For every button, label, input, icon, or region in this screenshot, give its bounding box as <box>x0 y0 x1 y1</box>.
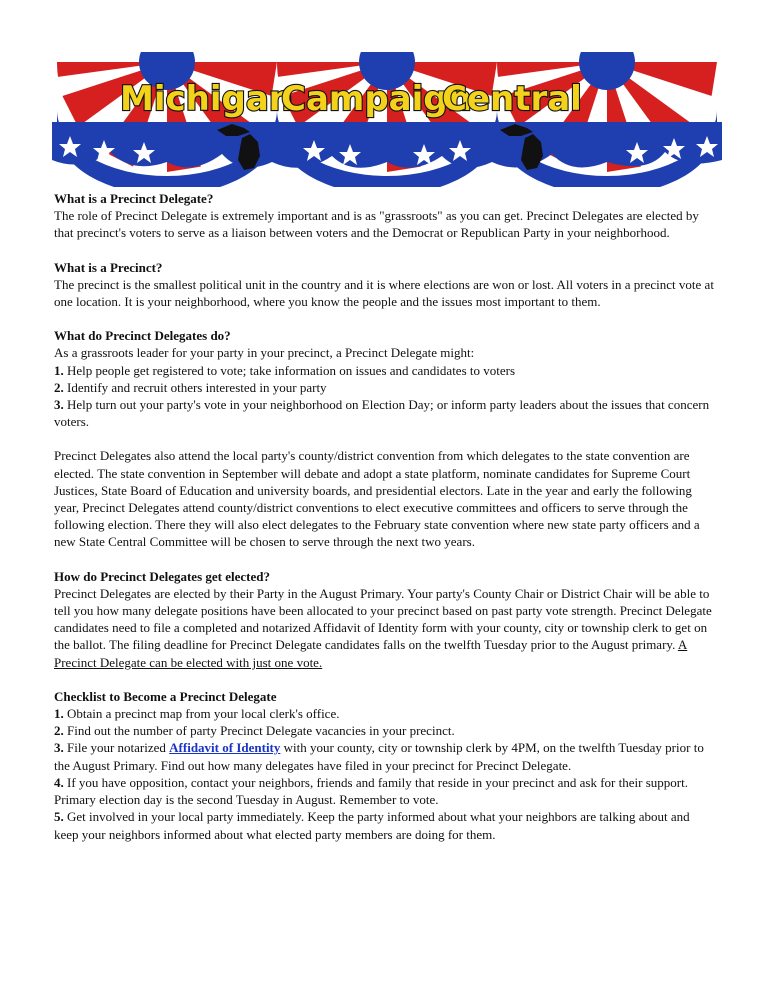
banner-word-central: Central <box>442 79 582 119</box>
checklist-item <box>54 705 714 722</box>
section-heading: What do Precinct Delegates do? <box>54 328 231 344</box>
section-what-is-precinct <box>54 259 714 311</box>
checklist-item <box>54 722 714 739</box>
section-heading: What is a Precinct? <box>54 259 163 275</box>
checklist-item <box>54 774 714 808</box>
banner-word-campaign: Campaign <box>281 79 472 119</box>
bunting-blue-band <box>52 122 722 168</box>
list-number: 2. <box>54 723 64 739</box>
list-number: 3. <box>54 740 64 756</box>
section-checklist <box>54 688 714 843</box>
list-item <box>54 396 714 430</box>
section-body: The role of Precinct Delegate is extremely important and is as "grassroots" as you can get. Precinct Delegates are elected by that precinct's voters to serve as a liaison between voters and the Democrat or Republican Party in your neighborhood. <box>54 208 699 241</box>
checklist-item <box>54 739 714 773</box>
list-text: Obtain a precinct map from your local clerk's office. <box>63 706 340 722</box>
list-item <box>54 362 714 379</box>
section-what-delegates-do <box>54 327 714 550</box>
michigan-campaign-central-banner <box>52 52 722 187</box>
section-body <box>54 585 714 671</box>
section-heading: What is a Precinct Delegate? <box>54 191 214 206</box>
section-paragraph: Precinct Delegates also attend the local party's county/district convention from which delegates to the state convention are elected. The state convention in September will debate and adopt a state platform, nominate candidates for Supreme Court Justices, State Board of Education and university boards, and presidential electors. Late in the year and early the following year, Precinct Delegates attend county/district conventions to elect executive committees and officers to serve through the following election. There they will also elect delegates to the February state convention where new state party officers and a new State Central Committee will be chosen to serve through the next two years. <box>54 448 700 550</box>
section-how-elected <box>54 568 714 671</box>
document-body <box>54 190 714 860</box>
list-text: Help people get registered to vote; take information on issues and candidates to voters <box>63 362 516 378</box>
list-text: Find out the number of party Precinct Delegate vacancies in your precinct. <box>63 723 455 739</box>
banner-word-michigan: Michigan <box>120 79 293 119</box>
list-text: Help turn out your party's vote in your neighborhood on Election Day; or inform party leaders about the issues that concern voters. <box>54 397 710 430</box>
section-what-is-precinct-delegate <box>54 190 714 242</box>
list-text: File your notarized <box>63 740 170 756</box>
list-text: with your county, city or township clerk by 4PM, on the twelfth Tuesday prior to the August Primary. Find out how many delegates have filed in your precinct for Precinct Delegate. <box>54 740 704 773</box>
list-number: 1. <box>54 362 64 378</box>
section-body-text: Precinct Delegates are elected by their Party in the August Primary. Your party's County Chair or District Chair will be able to tell you how many delegate positions have been allocated to your precinct based on past party vote strength. Precinct Delegate candidates need to file a completed and notarized Affidavit of Identity form with your county, city or township clerk to get on the ballot. The filing deadline for Precinct Delegate candidates falls on the twelfth Tuesday prior to the August primary. <box>54 585 712 653</box>
list-number: 1. <box>54 706 64 722</box>
section-intro: As a grassroots leader for your party in your precinct, a Precinct Delegate might: <box>54 345 475 361</box>
section-heading: Checklist to Become a Precinct Delegate <box>54 688 277 704</box>
list-number: 2. <box>54 379 64 395</box>
underlined-statement: A Precinct Delegate can be elected with just one vote. <box>54 637 688 670</box>
list-text: If you have opposition, contact your neighbors, friends and family that reside in your precinct and ask for their support. Primary election day is the second Tuesday in August. Remember to vote. <box>54 774 688 808</box>
list-item <box>54 379 714 396</box>
list-number: 3. <box>54 397 64 413</box>
list-number: 5. <box>54 809 64 825</box>
list-text: Identify and recruit others interested in your party <box>63 379 327 395</box>
affidavit-of-identity-link[interactable]: Affidavit of Identity <box>169 740 281 756</box>
checklist-item <box>54 808 714 842</box>
section-body: The precinct is the smallest political unit in the country and it is where elections are won or lost. All voters in a precinct vote at one location. It is your neighborhood, where you know the people and the issues most important to them. <box>54 276 714 310</box>
section-heading: How do Precinct Delegates get elected? <box>54 568 270 584</box>
list-number: 4. <box>54 774 64 790</box>
list-text: Get involved in your local party immediately. Keep the party informed about what your neighbors are talking about and keep your neighbors informed about what elected party members are doing for them. <box>54 809 690 842</box>
